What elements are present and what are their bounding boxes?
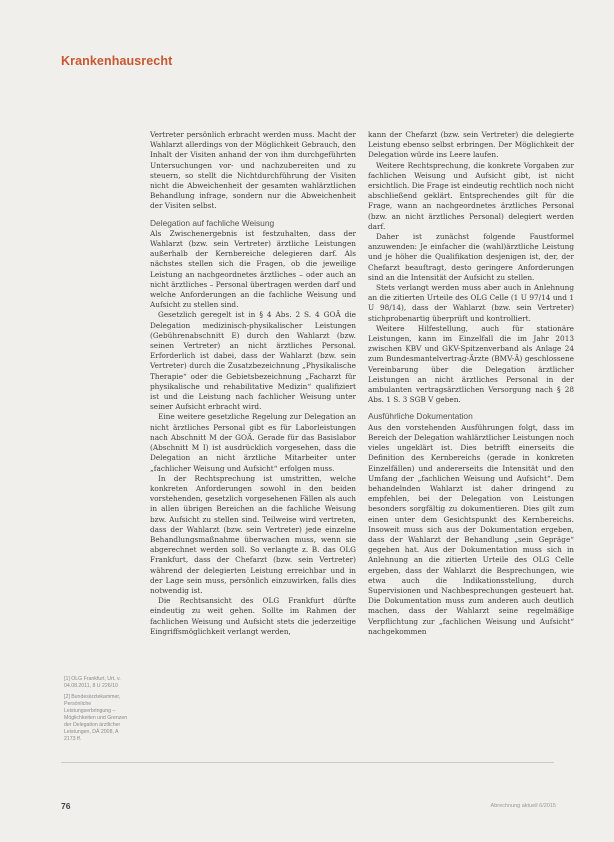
paragraph: Aus den vorstehenden Ausführungen folgt, dass im Bereich der Delegation wahlärztlicher Leistungen noch vieles ungeklärt ist. Dies betrifft einerseits die Definition des Kernbereichs (gerade in konkreten Einzelfällen) und andererseits die Intensität und den Umfang der „fachlichen Weisung und Aufsicht“. Dem behandelnden Wahlarzt ist daher dringend zu empfehlen, bei der Delegation von Leistungen besonders sorgfältig zu dokumentieren. Dies gilt zum einen unter dem Gesichtspunkt des Kernbereichs. Insoweit muss sich aus der Dokumentation ergeben, dass der Wahlarzt der Behandlung „sein Gepräge“ gegeben hat. Aus der Dokumentation muss sich in Anlehnung an die zitierten Urteile des OLG Celle ergeben, dass der Wahlarzt die Besprechungen, wie etwa auch die Indikationsstellung, durch Supervisionen und Nachbesprechungen gesteuert hat. Die Dokumentation muss zum anderen auch deutlich machen, dass der Wahlarzt seine regelmäßige Verpflichtung zur „fachlichen Weisung und Aufsicht“ nachgekommen: [368, 422, 574, 636]
section-title: Krankenhausrecht: [61, 54, 173, 68]
paragraph: Die Rechtsansicht des OLG Frankfurt dürfte eindeutig zu weit gehen. Sollte im Rahmen der fachlichen Weisung und Aufsicht stets die jederzeitige Eingriffsmöglichkeit verlangt werden,: [150, 596, 356, 636]
journal-name: Abrechnung aktuell 6/2015: [490, 803, 556, 809]
left-column: [150, 130, 356, 637]
paragraph: Als Zwischenergebnis ist festzuhalten, dass der Wahlarzt (bzw. sein Vertreter) ärztliche Leistungen außerhalb der Kernbereiche delegieren darf. Als nächstes stellen sich die Fragen, ob die jeweilige Leistung an nachgeordnetes ärztliches – oder auch an nicht ärztliches – Personal übertragen werden darf und welche Anforderungen an die fachliche Weisung und Aufsicht zu stellen sind.: [150, 228, 356, 310]
paragraph: Weitere Rechtsprechung, die konkrete Vorgaben zur fachlichen Weisung und Aufsicht gibt, ist nicht ersichtlich. Die Frage ist eindeutig rechtlich noch nicht abschließend geklärt. Entsprechendes gilt für die Frage, wann an nachgeordnetes ärztliches Personal (bzw. an nicht ärztliches Personal) delegiert werden darf.: [368, 160, 574, 231]
paragraph: In der Rechtsprechung ist umstritten, welche konkreten Anforderungen sowohl in den beiden vorstehenden, gesetzlich vorgesehenen Fällen als auch in allen übrigen Bereichen an die fachliche Weisung bzw. Aufsicht zu stellen sind. Teilweise wird vertreten, dass der Wahlarzt (bzw. sein Vertreter) jede einzelne Behandlungsmaßnahme überwachen muss, wenn sie abgerechnet werden soll. So verlangte z. B. das OLG Frankfurt, dass der Chefarzt (bzw. sein Vertreter) während der delegierten Leistung erreichbar und in der Lage sein muss, persönlich einzuwirken, falls dies notwendig ist.: [150, 473, 356, 595]
subheading: Delegation auf fachliche Weisung: [150, 217, 275, 228]
footnote: [1] OLG Frankfurt, Urt. v. 04.08.2011, 8 U 226/10: [64, 676, 121, 689]
paragraph: Gesetzlich geregelt ist in § 4 Abs. 2 S. 4 GOÄ die Delegation medizinisch-physikalischer Leistungen (Gebührenabschnitt E) durch den Wahlarzt (bzw. seinen Vertreter) an nicht ärztliches Personal. Erforderlich ist dabei, dass der Wahlarzt (bzw. sein Vertreter) durch die Zusatzbezeichnung „Physikalische Therapie“ oder die Gebietsbezeichnung „Facharzt für physikalische und rehabilitative Medizin“ qualifiziert ist und die Leistung nach fachlicher Weisung unter seiner Aufsicht erbracht wird.: [150, 310, 356, 412]
page-number: 76: [61, 801, 71, 811]
footnote: [2] Bundesärztekammer, Persönliche Leistungserbringung – Möglichkeiten und Grenzen der Delegation ärztlicher Leistungen, DÄ 2008, A 2173 ff.: [64, 694, 128, 742]
subheading: Ausführliche Dokumentation: [368, 411, 473, 422]
footnotes: [64, 676, 130, 747]
paragraph: Weitere Hilfestellung, auch für stationäre Leistungen, kann im Einzelfall die im Jahr 2013 zwischen KBV und GKV-Spitzenverband als Anlage 24 zum Bundesmantelvertrag-Ärzte (BMV-Ä) geschlossene Vereinbarung über die Delegation ärztlicher Leistungen an nicht ärztliches Personal in der ambulanten vertragsärztlichen Versorgung nach § 28 Abs. 1 S. 3 SGB V geben.: [368, 323, 574, 405]
paragraph: kann der Chefarzt (bzw. sein Vertreter) die delegierte Leistung ebenso selbst erbringen. Der Möglichkeit der Delegation würde ins Leere laufen.: [368, 130, 574, 160]
paragraph: Daher ist zunächst folgende Faustformel anzuwenden: Je einfacher die (wahl)ärztliche Leistung und je höher die Qualifikation desjenigen ist, der, der Chefarzt beauftragt, desto geringere Anforderungen sind an die Intensität der Aufsicht zu stellen.: [368, 232, 574, 282]
footer-divider: [61, 762, 554, 763]
paragraph: Vertreter persönlich erbracht werden muss. Macht der Wahlarzt allerdings von der Möglichkeit Gebrauch, den Inhalt der Visiten anhand der von ihm durchgeführten Untersuchungen vor- und nachzubereiten und zu steuern, so stellt die Nichtdurchführung der Visiten nicht die Abweichenheit der gesamten wahlärztlichen Behandlung infrage, sondern nur die Abweichenheit der Visiten selbst.: [150, 130, 356, 211]
paragraph: Stets verlangt werden muss aber auch in Anlehnung an die zitierten Urteile des OLG Celle (1 U 97/14 und 1 U 98/14), dass der Wahlarzt (bzw. sein Vertreter) stichprobenartig überprüft und kontrolliert.: [368, 283, 574, 323]
right-column: [368, 130, 574, 637]
paragraph: Eine weitere gesetzliche Regelung zur Delegation an nicht ärztliches Personal gibt es für Laborleistungen nach Abschnitt M der GOÄ. Gerade für das Basislabor (Abschnitt M I) ist ausdrücklich vorgesehen, dass die Delegation an nicht ärztliche Mitarbeiter unter „fachlicher Weisung und Aufsicht“ erfolgen muss.: [150, 412, 356, 473]
